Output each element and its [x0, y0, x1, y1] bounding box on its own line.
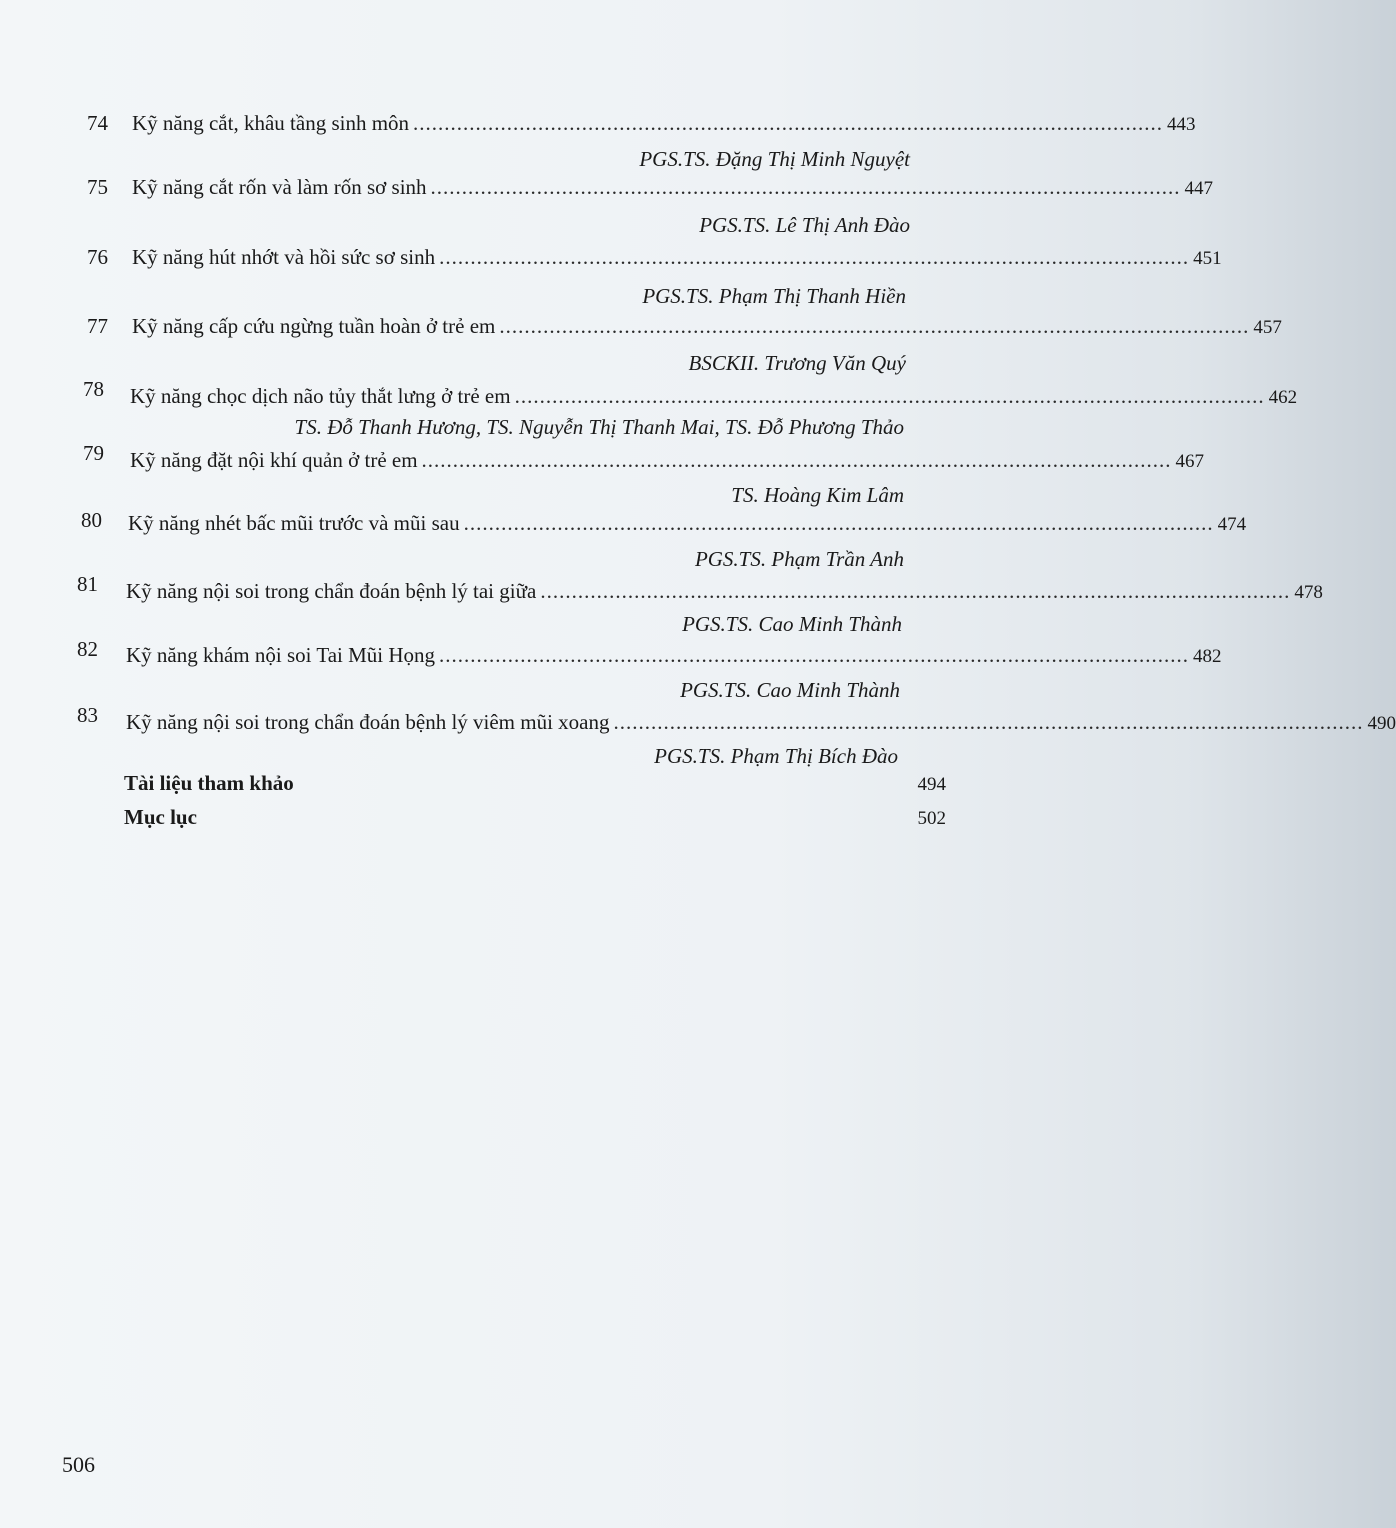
entry-title: Kỹ năng hút nhớt và hồi sức sơ sinh [132, 245, 436, 269]
dot-leader: ........................................................................................................................ [421, 448, 1172, 472]
dot-leader: ........................................................................................................................ [540, 579, 1291, 603]
entry-author: PGS.TS. Cao Minh Thành [680, 678, 900, 702]
entry-page-number: 447 [1184, 178, 1214, 199]
entry-title: Mục lục [124, 805, 197, 829]
dot-leader: ........................................................................................................................ [499, 314, 1250, 338]
entry-page-number: 462 [1268, 387, 1298, 408]
entry-author: TS. Hoàng Kim Lâm [731, 483, 904, 507]
entry-number: 81 [77, 572, 98, 596]
entry-title: Kỹ năng cấp cứu ngừng tuần hoàn ở trẻ em [132, 314, 496, 338]
entry-title: Kỹ năng chọc dịch não tủy thắt lưng ở trẻ em [130, 384, 511, 408]
entry-number: 74 [87, 111, 108, 135]
dot-leader: ........................................................................................................................ [439, 643, 1190, 667]
entry-title: Kỹ năng đặt nội khí quản ở trẻ em [130, 448, 418, 472]
entry-page-number: 490 [1367, 713, 1396, 734]
dot-leader: ........................................................................................................................ [413, 111, 1164, 135]
entry-author: PGS.TS. Phạm Thị Bích Đào [654, 744, 898, 768]
entry-page-number: 443 [1167, 114, 1196, 135]
entry-page-number: 451 [1193, 248, 1222, 269]
entry-title: Kỹ năng nhét bấc mũi trước và mũi sau [128, 511, 460, 535]
dot-leader: ........................................................................................................................ [613, 710, 1364, 734]
entry-number: 78 [83, 377, 104, 401]
entry-page-number: 457 [1253, 317, 1282, 338]
entry-number: 79 [83, 441, 104, 465]
entry-number: 75 [87, 175, 108, 199]
entry-author: PGS.TS. Phạm Thị Thanh Hiền [642, 284, 906, 308]
entry-page-number: 478 [1294, 582, 1323, 603]
entry-number: 80 [81, 508, 102, 532]
entry-title: Tài liệu tham khảo [124, 771, 294, 795]
entry-author: PGS.TS. Cao Minh Thành [682, 612, 902, 636]
entry-page-number: 474 [1217, 514, 1247, 535]
entry-title: Kỹ năng nội soi trong chẩn đoán bệnh lý tai giữa [126, 579, 537, 603]
entry-number: 77 [87, 314, 108, 338]
entry-number: 76 [87, 245, 108, 269]
entry-author: PGS.TS. Phạm Trần Anh [694, 547, 904, 571]
footer-page-number: 506 [62, 1452, 95, 1477]
entry-page-number: 494 [917, 774, 946, 795]
entry-author: TS. Đỗ Thanh Hương, TS. Nguyễn Thị Thanh Mai, TS. Đỗ Phương Thảo [294, 415, 904, 439]
entry-author: BSCKII. Trương Văn Quý [688, 351, 906, 375]
entry-title: Kỹ năng cắt rốn và làm rốn sơ sinh [132, 175, 427, 199]
entry-author: PGS.TS. Đặng Thị Minh Nguyệt [639, 147, 910, 171]
entry-page-number: 502 [917, 808, 946, 829]
dot-leader: ........................................................................................................................ [430, 175, 1181, 199]
entry-title: Kỹ năng khám nội soi Tai Mũi Họng [126, 643, 436, 667]
entry-number: 82 [77, 637, 98, 661]
dot-leader: ........................................................................................................................ [514, 384, 1265, 408]
dot-leader: ........................................................................................................................ [439, 245, 1190, 269]
entry-title: Kỹ năng nội soi trong chẩn đoán bệnh lý viêm mũi xoang [126, 710, 610, 734]
dot-leader: ........................................................................................................................ [463, 511, 1214, 535]
entry-page-number: 482 [1193, 646, 1222, 667]
entry-number: 83 [77, 703, 98, 727]
entry-page-number: 467 [1175, 451, 1205, 472]
entry-title: Kỹ năng cắt, khâu tầng sinh môn [132, 111, 410, 135]
entry-author: PGS.TS. Lê Thị Anh Đào [699, 213, 910, 237]
